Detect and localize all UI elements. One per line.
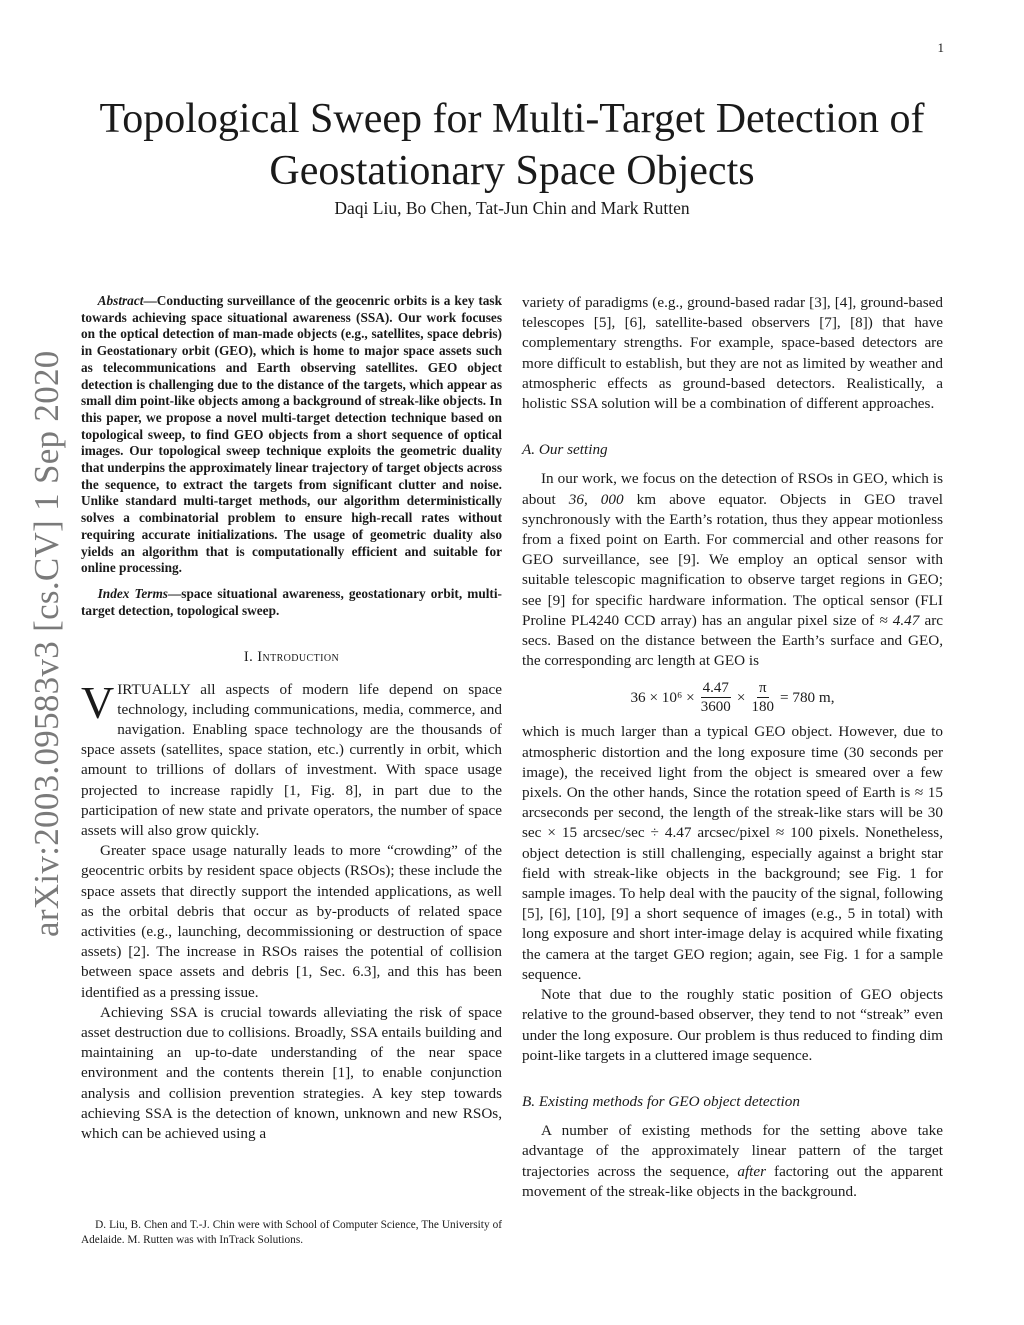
equation-times: × — [736, 688, 746, 706]
existing-emphasis: after — [737, 1162, 767, 1180]
right-column — [522, 293, 943, 1202]
drop-cap: V — [81, 676, 115, 728]
equation-lead: 36 × 10⁶ × — [630, 688, 695, 706]
setting-paragraph-3: Note that due to the roughly static position of GEO objects relative to the ground-based observer, they tend to not “streak” even under the long exposure. Our problem is thus reduced to finding dim point-like targets in a cluttered image sequence. — [522, 986, 943, 1064]
index-terms-text: —space situational awareness, geostationary orbit, multi-target detection, topological sweep. — [81, 585, 502, 618]
fraction-denominator: 180 — [751, 699, 774, 716]
subsection-heading-our-setting: A. Our setting — [522, 441, 608, 459]
existing-text-a: A number of existing methods for the setting above take advantage of the approximately linear pattern of the target trajectories across the sequence, — [522, 1122, 943, 1180]
setting-text-c: km above equator. Objects in GEO travel synchronously with the Earth’s rotation, thus they appear motionless from a fixed point on Earth. For commercial and other reasons for GEO surveillance, see [9]. We employ an optical sensor with suitable telescopic magnification to observe target regions in GEO; see [9] for specific hardware information. The optical sensor (FLI Proline PL4240 CCD array) has an angular pixel size of — [522, 490, 943, 629]
affiliation-footnote: D. Liu, B. Chen and T.-J. Chin were with School of Computer Science, The University of Adelaide. M. Rutten was with InTrack Solutions. — [81, 1219, 502, 1246]
paper-title: Topological Sweep for Multi-Target Detection of Geostationary Space Objects — [99, 96, 925, 194]
fraction-denominator: 3600 — [700, 699, 731, 716]
index-terms-label: Index Terms — [97, 585, 168, 601]
fraction-numerator: π — [758, 680, 767, 697]
abstract-label: Abstract — [97, 293, 144, 308]
arc-length-equation — [522, 679, 943, 716]
abstract — [81, 293, 502, 577]
pixel-size-value: ≈ 4.47 — [879, 611, 920, 629]
section-heading-introduction — [81, 647, 502, 667]
intro-paragraph-1 — [81, 676, 502, 842]
setting-text-e: arc secs. Based on the distance between the Earth’s surface and GEO, the corresponding arc length at GEO is — [522, 611, 943, 670]
index-terms — [81, 586, 502, 619]
author-list: Daqi Liu, Bo Chen, Tat-Jun Chin and Mark Rutten — [334, 198, 690, 218]
intro-paragraph-4: variety of paradigms (e.g., ground-based radar [3], [4], ground-based telescopes [5], [6], satellite-based observers [7], [8]) that have complementary strengths. For example, space-based detectors are more difficult to establish, but they are not as limited by weather and atmospheric effects as ground-based detectors. Realistically, a holistic SSA solution will be a combination of different approaches. — [522, 294, 943, 413]
fraction-numerator: 4.47 — [702, 680, 729, 697]
left-column — [81, 293, 502, 1144]
existing-text-b: factoring out the apparent movement of the streak-like objects in the background. — [522, 1162, 944, 1200]
intro-paragraph-3: Achieving SSA is crucial towards alleviating the risk of space asset destruction due to collisions. Broadly, SSA entails building and maintaining an up-to-date understanding of the near space environment and the contents therein [1], to enable conjunction analysis and collision prevention strategies. A key step towards achieving SSA is the detection of known, unknown and new RSOs, which can be achieved using a — [81, 1003, 502, 1143]
setting-text-a: In our work, we focus on the detection of RSOs in GEO, which is about — [522, 470, 943, 508]
intro-paragraph-2: Greater space usage naturally leads to more “crowding” of the geocentric orbits by resident space objects (RSOs); these include the space assets that directly support the intended applications, as well as the orbital debris that occur as by-products of related space activities (e.g., launching, decommissioning or destruction of space assets) [2]. The increase in RSOs raises the potential of collision between space assets and debris [1, Sec. 6.3], and this has been identified as a pressing issue. — [81, 842, 502, 1001]
abstract-text: —Conducting surveillance of the geocenric orbits is a key task towards achieving space situational awareness (SSA). Our work focuses on the optical detection of man-made objects (e.g., satellites, space debris) in Geostationary orbit (GEO), which is home to major space assets such as telecommunications and Earth observing satellites. GEO object detection is challenging due to the distance of the targets, which appear as small dim point-like objects among a background of streak-like objects. In this paper, we propose a novel multi-target detection technique based on topological sweep, to find GEO objects from a short sequence of optical images. Our topological sweep technique exploits the geometric duality that underpins the approximately linear trajectory of target objects across the sequence, to extract the targets from significant clutter and noise. Unlike standard multi-target methods, our algorithm deterministically solves a combinatorial problem to ensure high-recall rates without requiring accurate initializations. The usage of geometric duality also yields an algorithm that is computationally efficient and suitable for online processing. — [81, 293, 502, 576]
arxiv-identifier: arXiv:2003.09583v3 [cs.CV] 1 Sep 2020 — [27, 350, 66, 937]
page-number: 1 — [937, 40, 944, 55]
intro-p1-text: all aspects of modern life depend on space technology, including communications, media, commerce, and navigation. Enabling space technology are the thousands of space assets (satellites, space station, etc.) currently in orbit, which amount to trillions of dollars of investment. With space usage projected to increase rapidly [1, Fig. 8], in part due to the participation of new state and private operators, the number of space assets will also grow quickly. — [81, 680, 502, 839]
existing-methods-paragraph — [522, 1121, 943, 1202]
section-number: I. — [243, 649, 254, 666]
distance-value: 36, 000 — [568, 490, 624, 508]
setting-paragraph-1 — [522, 469, 943, 671]
fraction-arcsec — [701, 679, 731, 716]
intro-first-word: IRTUALLY — [117, 680, 191, 698]
subsection-heading-existing-methods: B. Existing methods for GEO object detection — [522, 1092, 800, 1110]
fraction-radians — [751, 679, 774, 716]
setting-paragraph-2: which is much larger than a typical GEO object. However, due to atmospheric distortion and the long exposure time (30 seconds per image), the received light from the object is smeared over a few pixels. On the other hands, Since the rotation speed of Earth is ≈ 15 arcseconds per second, the length of the streak-like stars will be 30 sec × 15 arcsec/sec ÷ 4.47 arcsec/pixel ≈ 100 pixels. Nonetheless, object detection is still challenging, especially against a bright star field with streak-like objects in the background; see Fig. 1 for sample images. To help deal with the paucity of the signal, following [5], [6], [10], [9] a short sequence of images (e.g., 5 in total) with long exposure and short inter-image delay is acquired while fixating the camera at the target GEO region; again, see Fig. 1 for a sample sequence. — [522, 723, 943, 983]
equation-result: = 780 m, — [779, 688, 835, 706]
section-title: Introduction — [257, 649, 340, 666]
